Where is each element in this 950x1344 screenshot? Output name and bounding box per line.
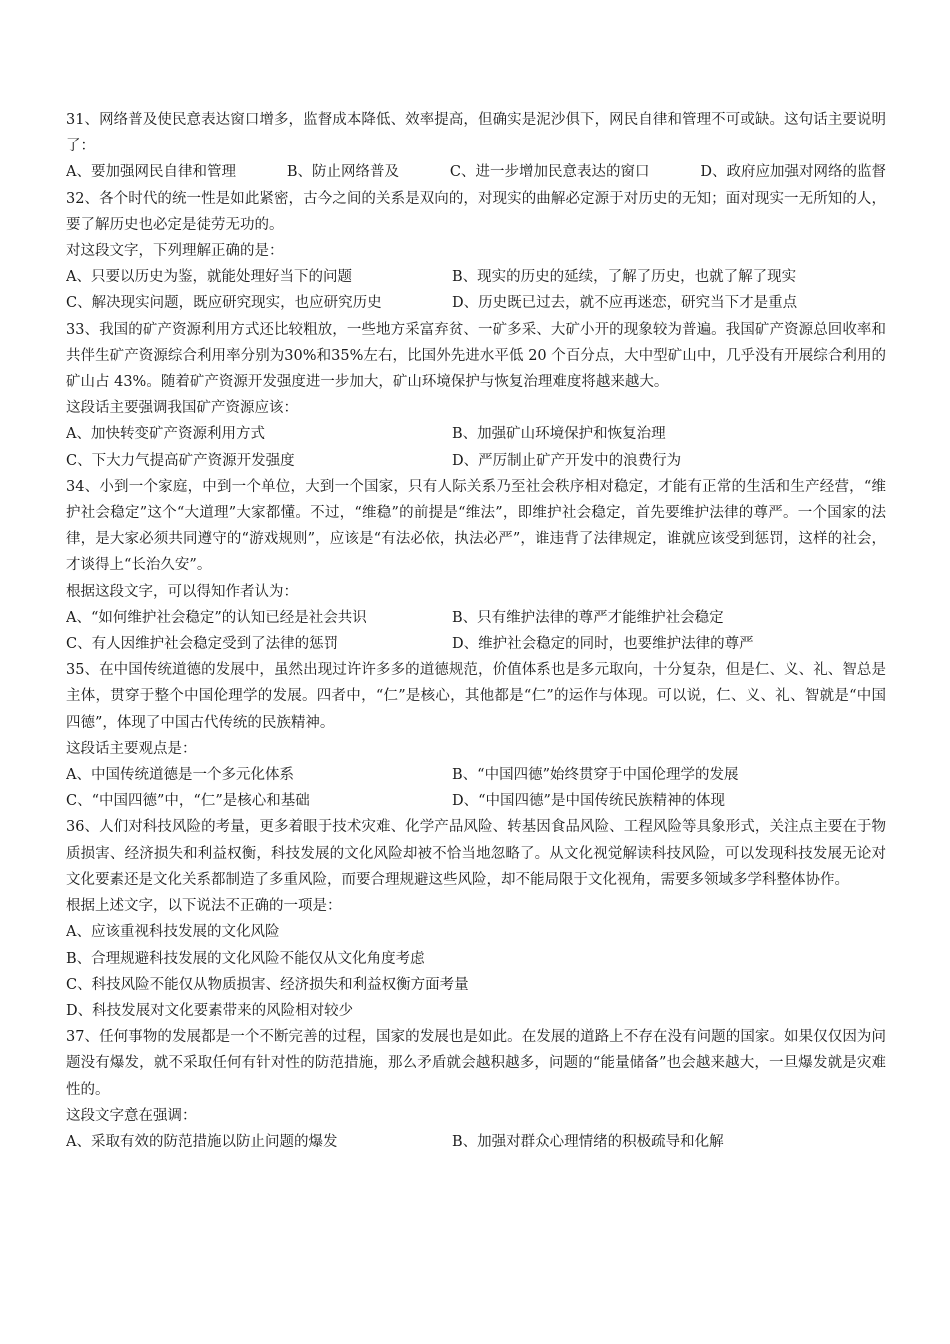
option-c: C、解决现实问题，既应研究现实，也应研究历史 — [66, 295, 382, 312]
option-c: C、科技风险不能仅从物质损害、经济损失和利益权衡方面考量 — [66, 976, 469, 993]
options — [66, 159, 886, 185]
option-a: A、中国传统道德是一个多元化体系 — [66, 767, 294, 784]
option-d: D、严厉制止矿产开发中的浪费行为 — [452, 452, 682, 469]
option-b: B、现实的历史的延续，了解了历史，也就了解了现实 — [452, 269, 797, 286]
options — [66, 1129, 886, 1155]
options — [66, 762, 886, 814]
option-a: A、“如何维护社会稳定”的认知已经是社会共识 — [66, 609, 367, 626]
option-b: B、“中国四德”始终贯穿于中国伦理学的发展 — [452, 767, 739, 784]
question-36 — [66, 814, 886, 1024]
question-passage: 33、我国的矿产资源利用方式还比较粗放，一些地方采富弃贫、一矿多采、大矿小开的现象较为普遍。我国矿产资源总回收率和共伴生矿产资源综合利用率分别为30%和35%左右，比国外先进水平低 20 个百分点，大中型矿山中，几乎没有开展综合利用的矿山占 43%。随着矿产资源开发强度进一步加大，矿山环境保护与恢复治理难度将越来越大。 — [66, 321, 886, 391]
option-d: D、科技发展对文化要素带来的风险相对较少 — [66, 1002, 354, 1019]
question-35 — [66, 657, 886, 814]
question-passage: 32、各个时代的统一性是如此紧密，古今之间的关系是双向的，对现实的曲解必定源于对历史的无知；面对现实一无所知的人，要了解历史也必定是徒劳无功的。 — [66, 190, 886, 233]
option-d: D、“中国四德”是中国传统民族精神的体现 — [452, 793, 725, 810]
option-c: C、“中国四德”中，“仁”是核心和基础 — [66, 793, 310, 810]
question-stem: 这段文字意在强调： — [66, 1107, 197, 1124]
question-passage: 31、网络普及使民意表达窗口增多，监督成本降低、效率提高，但确实是泥沙俱下，网民自律和管理不可或缺。这句话主要说明了： — [66, 112, 886, 155]
option-b: B、加强对群众心理情绪的积极疏导和化解 — [452, 1133, 724, 1150]
options — [66, 919, 886, 1024]
question-37 — [66, 1024, 886, 1155]
question-stem: 根据这段文字，可以得知作者认为： — [66, 583, 298, 600]
option-d: D、政府应加强对网络的监督 — [700, 164, 886, 181]
question-stem: 这段话主要强调我国矿产资源应该： — [66, 400, 298, 417]
option-a: A、要加强网民自律和管理 — [66, 164, 236, 181]
question-passage: 34、小到一个家庭，中到一个单位，大到一个国家，只有人际关系乃至社会秩序相对稳定，才能有正常的生活和生产经营，“维护社会稳定”这个“大道理”大家都懂。不过，“维稳”的前提是“维法”，即维护社会稳定，首先要维护法律的尊严。一个国家的法律，是大家必须共同遵守的“游戏规则”，应该是“有法必依，执法必严”，谁违背了法律规定，谁就应该受到惩罚，这样的社会，才谈得上“长治久安”。 — [66, 478, 886, 574]
question-31 — [66, 107, 886, 186]
option-b: B、防止网络普及 — [286, 164, 400, 181]
question-32 — [66, 186, 886, 317]
option-c: C、进一步增加民意表达的窗口 — [449, 164, 650, 181]
option-c: C、下大力气提高矿产资源开发强度 — [66, 452, 295, 469]
option-c: C、有人因维护社会稳定受到了法律的惩罚 — [66, 636, 339, 653]
option-a: A、采取有效的防范措施以防止问题的爆发 — [66, 1133, 338, 1150]
option-b: B、只有维护法律的尊严才能维护社会稳定 — [452, 609, 724, 626]
option-b: B、合理规避科技发展的文化风险不能仅从文化角度考虑 — [66, 950, 425, 967]
question-stem: 对这段文字，下列理解正确的是： — [66, 243, 284, 260]
option-a: A、只要以历史为鉴，就能处理好当下的问题 — [66, 269, 352, 286]
question-passage: 35、在中国传统道德的发展中，虽然出现过许许多多的道德规范，价值体系也是多元取向，十分复杂，但是仁、义、礼、智总是主体，贯穿于整个中国伦理学的发展。四者中，“仁”是核心，其他都是“仁”的运作与体现。可以说，仁、义、礼、智就是“中国四德”，体现了中国古代传统的民族精神。 — [66, 662, 886, 731]
question-passage: 37、任何事物的发展都是一个不断完善的过程，国家的发展也是如此。在发展的道路上不存在没有问题的国家。如果仅仅因为问题没有爆发，就不采取任何有针对性的防范措施，那么矛盾就会越积越多，问题的“能量储备”也会越来越大，一旦爆发就是灾难性的。 — [66, 1029, 886, 1098]
options — [66, 605, 886, 657]
question-33 — [66, 317, 886, 474]
question-34 — [66, 474, 886, 657]
option-d: D、维护社会稳定的同时，也要维护法律的尊严 — [452, 636, 754, 653]
option-a: A、加快转变矿产资源利用方式 — [66, 426, 265, 443]
option-d: D、历史既已过去，就不应再迷恋，研究当下才是重点 — [452, 295, 798, 312]
option-a: A、应该重视科技发展的文化风险 — [66, 924, 280, 941]
question-stem: 根据上述文字，以下说法不正确的一项是： — [66, 898, 342, 915]
question-stem: 这段话主要观点是： — [66, 740, 197, 757]
option-b: B、加强矿山环境保护和恢复治理 — [452, 426, 666, 443]
options — [66, 421, 886, 473]
options — [66, 264, 886, 316]
question-passage: 36、人们对科技风险的考量，更多着眼于技术灾难、化学产品风险、转基因食品风险、工程风险等具象形式，关注点主要在于物质损害、经济损失和利益权衡，科技发展的文化风险却被不恰当地忽略了。从文化视觉解读科技风险，可以发现科技发展无论对文化要素还是文化关系都制造了多重风险，而要合理规避这些风险，却不能局限于文化视角，需要多领域多学科整体协作。 — [66, 819, 886, 888]
exam-page — [66, 107, 886, 1155]
